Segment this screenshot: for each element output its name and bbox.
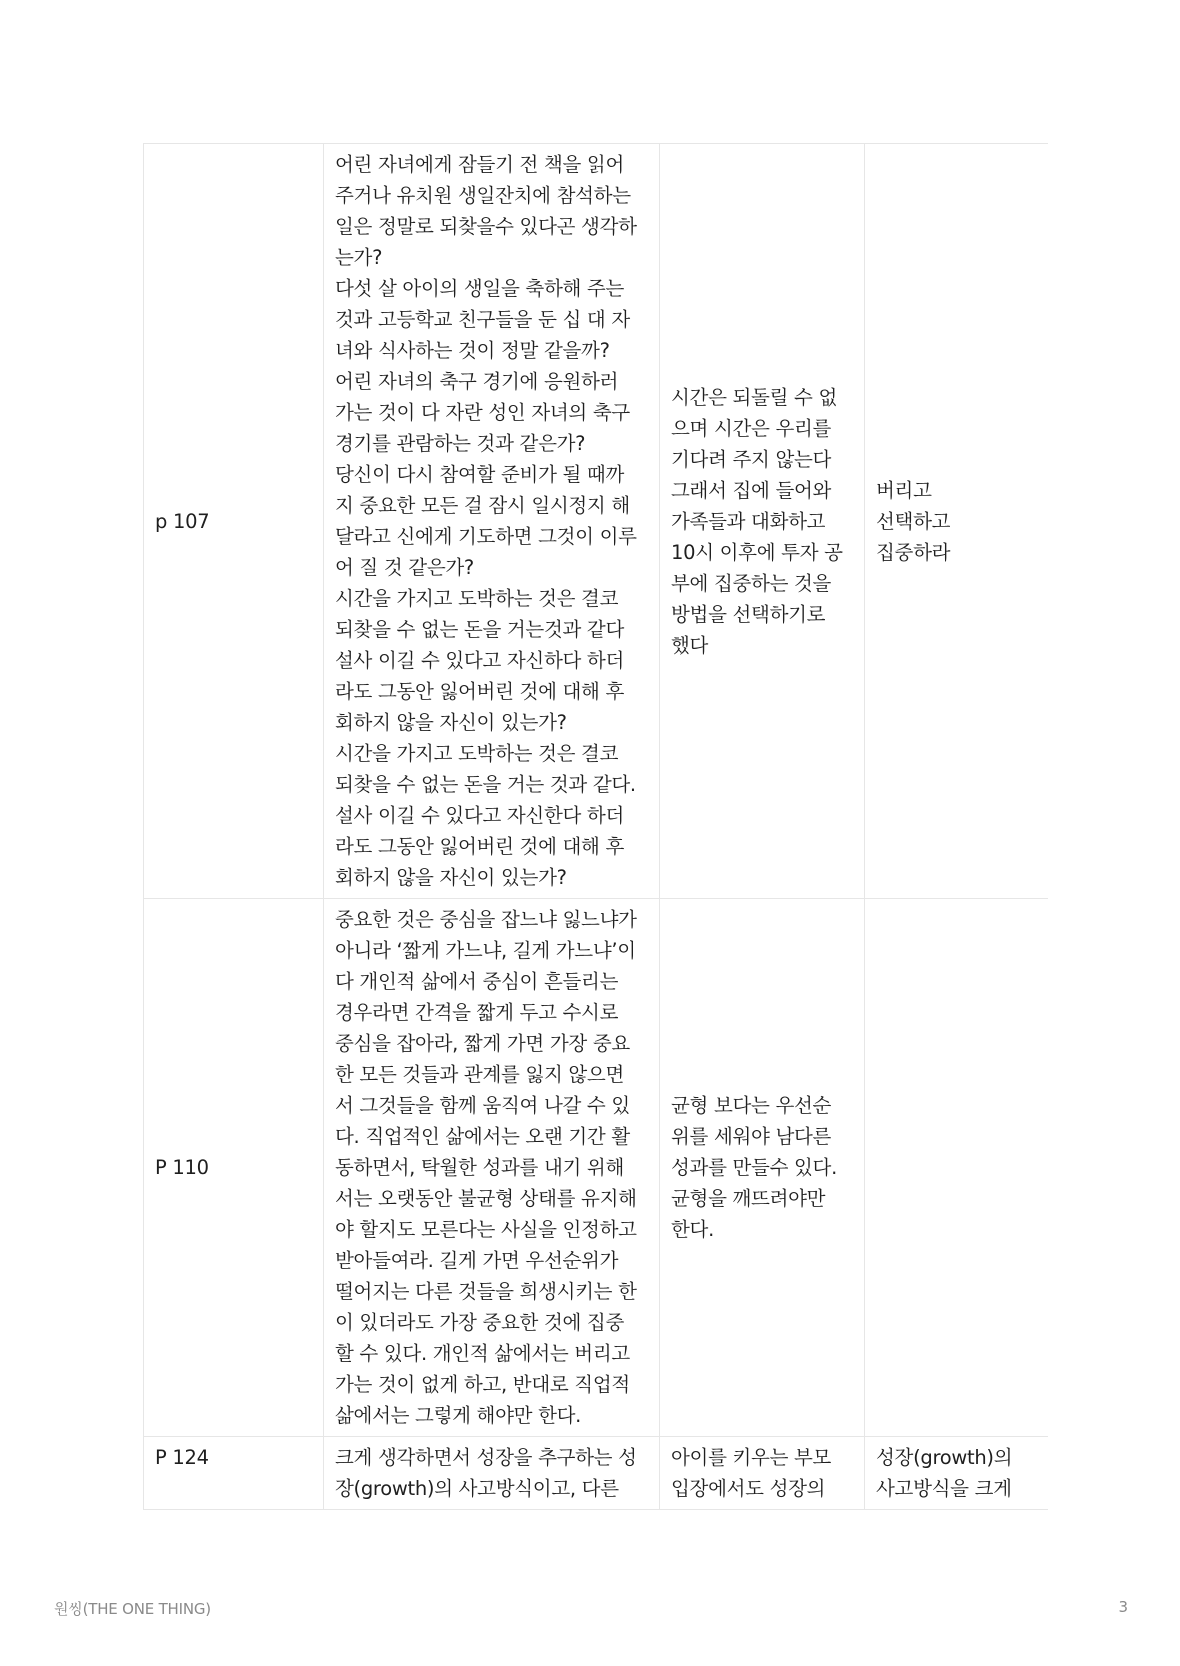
cell-text-line: 가는 것이 다 자란 성인 자녀의 축구: [335, 401, 630, 424]
cell-text-line: 으며 시간은 우리를: [671, 416, 832, 440]
quote-cell: [324, 1437, 660, 1510]
page-ref: P 110: [155, 1156, 209, 1179]
cell-text-line: 버리고: [876, 478, 932, 502]
cell-text-line: 어린 자녀에게 잠들기 전 책을 읽어: [335, 153, 625, 176]
table-row: [144, 1437, 1049, 1510]
action-cell: [660, 144, 865, 899]
cell-text-line: 장(growth)의 사고방식이고, 다른: [335, 1477, 619, 1500]
cell-text-line: 한다.: [671, 1218, 714, 1241]
cell-text-line: 기다려 주지 않는다: [671, 447, 832, 471]
cell-text-line: 성장(growth)의: [876, 1446, 1013, 1469]
cell-text-line: 다. 직업적인 삶에서는 오랜 기간 활: [335, 1125, 630, 1148]
cell-text-line: 것과 고등학교 친구들을 둔 십 대 자: [335, 308, 630, 331]
table-row: [144, 899, 1049, 1437]
notes-table-container: [143, 143, 1048, 1535]
cell-text-line: 되찾을 수 없는 돈을 거는 것과 같다.: [335, 773, 636, 796]
cell-text-line: 10시 이후에 투자 공: [671, 540, 843, 564]
cell-text-line: 균형을 깨뜨려야만: [671, 1187, 826, 1210]
cell-text-line: 설사 이길 수 있다고 자신하다 하더: [335, 649, 625, 672]
quote-cell: [324, 144, 660, 899]
key-cell: [865, 899, 1049, 1437]
cell-text-line: 균형 보다는 우선순: [671, 1094, 832, 1117]
cell-text-line: 어 질 것 같은가?: [335, 556, 474, 579]
cell-text-line: 위를 세워야 남다른: [671, 1125, 832, 1148]
cell-text-line: 달라고 신에게 기도하면 그것이 이루: [335, 525, 637, 548]
action-cell: [660, 899, 865, 1437]
cell-text-line: 회하지 않을 자신이 있는가?: [335, 866, 567, 889]
cell-text-line: 야 할지도 모른다는 사실을 인정하고: [335, 1218, 637, 1241]
cell-text-line: 가는 것이 없게 하고, 반대로 직업적: [335, 1373, 630, 1396]
cell-text-line: 가족들과 대화하고: [671, 509, 826, 533]
document-title-footer: 원씽(THE ONE THING): [54, 1600, 211, 1618]
page-ref-cell: [144, 899, 324, 1437]
cell-text-line: 시간을 가지고 도박하는 것은 결코: [335, 742, 619, 765]
cell-text-line: 중요한 것은 중심을 잡느냐 잃느냐가: [335, 908, 637, 931]
cell-text-line: 되찾을 수 없는 돈을 거는것과 같다: [335, 618, 625, 641]
cell-text-line: 성과를 만들수 있다.: [671, 1156, 837, 1179]
page-ref: p 107: [155, 509, 210, 533]
quote-cell: [324, 899, 660, 1437]
page-ref: P 124: [155, 1446, 209, 1469]
cell-text-line: 라도 그동안 잃어버린 것에 대해 후: [335, 680, 625, 703]
cell-text-line: 이 있더라도 가장 중요한 것에 집중: [335, 1311, 625, 1334]
cell-text-line: 서는 오랫동안 불균형 상태를 유지해: [335, 1187, 637, 1210]
action-cell: [660, 1437, 865, 1510]
cell-text-line: 는가?: [335, 246, 383, 269]
cell-text-line: 주거나 유치원 생일잔치에 참석하는: [335, 184, 631, 207]
cell-text-line: 한 모든 것들과 관계를 잃지 않으면: [335, 1063, 625, 1086]
cell-text-line: 경우라면 간격을 짧게 두고 수시로: [335, 1001, 619, 1024]
cell-text-line: 어린 자녀의 축구 경기에 응원하러: [335, 370, 619, 393]
notes-table: [143, 143, 1048, 1510]
cell-text-line: 다섯 살 아이의 생일을 축하해 주는: [335, 277, 625, 300]
cell-text-line: 동하면서, 탁월한 성과를 내기 위해: [335, 1156, 625, 1179]
cell-text-line: 지 중요한 모든 걸 잠시 일시정지 해: [335, 494, 630, 517]
page-number: 3: [1118, 1598, 1128, 1616]
cell-text-line: 아이를 키우는 부모: [671, 1446, 832, 1469]
key-cell: [865, 1437, 1049, 1510]
cell-text-line: 삶에서는 그렇게 해야만 한다.: [335, 1404, 582, 1427]
cell-text-line: 받아들여라. 길게 가면 우선순위가: [335, 1249, 619, 1272]
cell-text-line: 시간을 가지고 도박하는 것은 결코: [335, 587, 619, 610]
cell-text-line: 방법을 선택하기로: [671, 602, 826, 626]
cell-text-line: 라도 그동안 잃어버린 것에 대해 후: [335, 835, 625, 858]
cell-text-line: 입장에서도 성장의: [671, 1477, 826, 1500]
cell-text-line: 서 그것들을 함께 움직여 나갈 수 있: [335, 1094, 630, 1117]
cell-text-line: 중심을 잡아라, 짧게 가면 가장 중요: [335, 1032, 630, 1055]
cell-text-line: 사고방식을 크게: [876, 1477, 1012, 1500]
page-ref-cell: [144, 1437, 324, 1510]
cell-text-line: 당신이 다시 참여할 준비가 될 때까: [335, 463, 625, 486]
notes-table-body: [144, 144, 1049, 1510]
table-row: [144, 144, 1049, 899]
cell-text-line: 선택하고: [876, 509, 951, 533]
cell-text-line: 시간은 되돌릴 수 없: [671, 385, 837, 409]
page-ref-cell: [144, 144, 324, 899]
cell-text-line: 그래서 집에 들어와: [671, 478, 832, 502]
cell-text-line: 크게 생각하면서 성장을 추구하는 성: [335, 1446, 637, 1469]
cell-text-line: 설사 이길 수 있다고 자신한다 하더: [335, 804, 625, 827]
cell-text-line: 다 개인적 삶에서 중심이 흔들리는: [335, 970, 619, 993]
key-cell: [865, 144, 1049, 899]
cell-text-line: 떨어지는 다른 것들을 희생시키는 한: [335, 1280, 637, 1303]
cell-text-line: 경기를 관람하는 것과 같은가?: [335, 432, 586, 455]
cell-text-line: 아니라 ‘짧게 가느냐, 길게 가느냐’이: [335, 939, 636, 962]
cell-text-line: 회하지 않을 자신이 있는가?: [335, 711, 567, 734]
cell-text-line: 할 수 있다. 개인적 삶에서는 버리고: [335, 1342, 630, 1365]
cell-text-line: 일은 정말로 되찾을수 있다곤 생각하: [335, 215, 637, 238]
cell-text-line: 부에 집중하는 것을: [671, 571, 832, 595]
cell-text-line: 집중하라: [876, 540, 951, 564]
cell-text-line: 녀와 식사하는 것이 정말 같을까?: [335, 339, 610, 362]
cell-text-line: 했다: [671, 633, 709, 657]
